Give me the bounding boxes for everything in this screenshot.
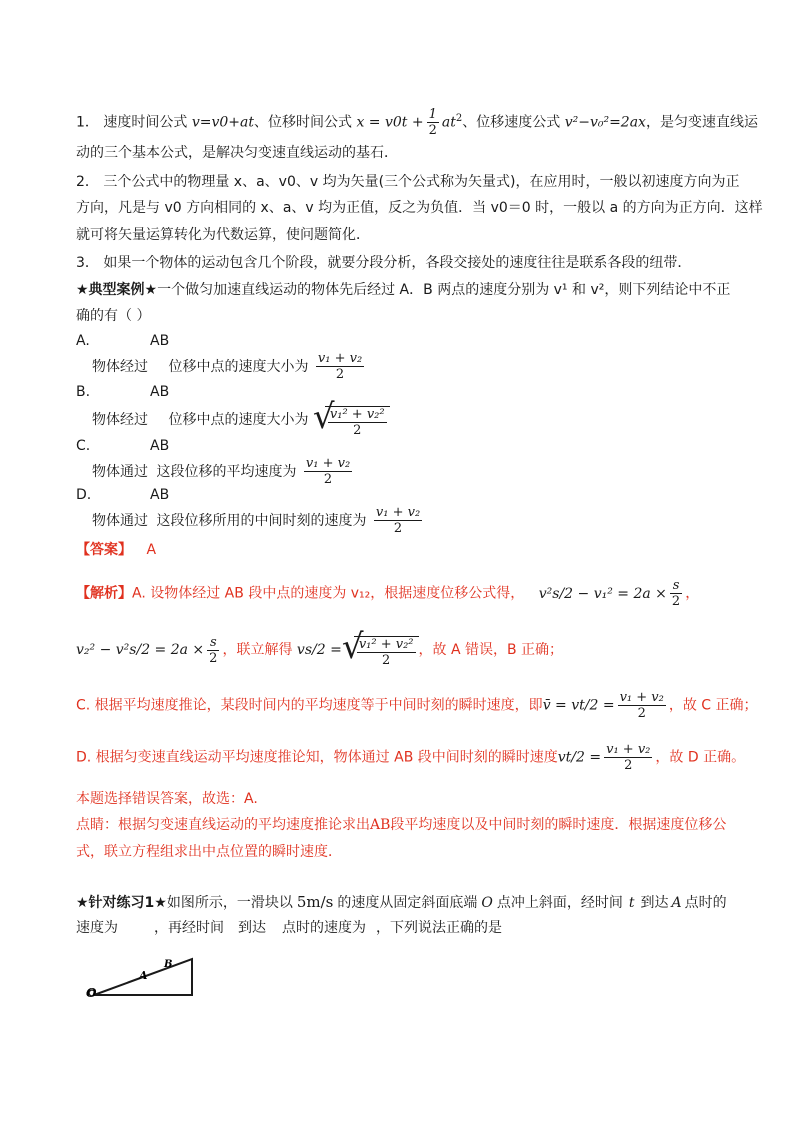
option-label: A. bbox=[76, 333, 90, 349]
figure-label-o: O bbox=[86, 986, 97, 1000]
practice-tag: ★针对练习1★ bbox=[76, 895, 167, 911]
paragraph-1-line-2: 动的三个基本公式，是解决匀变速直线运动的基石． bbox=[76, 145, 398, 161]
analysis-line-2: v₂² − v²s/2 = 2a × $\frac{s}{2}$ ，联立解得 vs/2 = √ $\frac{\text{v₁² + v₂²}}{2}$ ，故 A 错误，B 正确； bbox=[76, 627, 564, 668]
text: ，是匀变速直线运 bbox=[645, 114, 758, 131]
paragraph-2-line-1: 2． 三个公式中的物理量 x、a、v0、v 均为矢量(三个公式称为矢量式)，在应用时，一般以初速度方向为正 bbox=[76, 174, 740, 190]
formula-velocity-displacement: v²−v₀²=2ax bbox=[564, 114, 646, 131]
formula-displacement-time-end: at bbox=[441, 114, 456, 131]
option-text: 物体经过 位移中点的速度大小为 $\frac{\text{v₁ + v₂}}{2}$ bbox=[92, 351, 363, 382]
paragraph-3-line-1: 3． 如果一个物体的运动包含几个阶段，就要分段分析，各段交接处的速度往往是联系各段的纽带． bbox=[76, 255, 692, 271]
example-tag: ★典型案例★ bbox=[76, 282, 158, 298]
paragraph-1-line-1: 1． 速度时间公式 v=v0+at、位移时间公式 x = v0t + $\frac{1}{2}$ $at^2$、位移速度公式 v²−v₀²=2ax，是匀变速直线运 bbox=[76, 107, 758, 138]
example-line-1 bbox=[76, 280, 730, 300]
text: 、位移时间公式 bbox=[253, 114, 357, 131]
option-text: 物体通过 这段位移所用的中间时刻的速度为 $\frac{\text{v₁ + v₂}}{2}$ bbox=[92, 505, 421, 536]
formula-displacement-time: x = v0t + bbox=[356, 114, 424, 131]
option-label: C. bbox=[76, 438, 91, 454]
analysis-line-6: 点睛：根据匀变速直线运动的平均速度推论求出AB段平均速度以及中间时刻的瞬时速度．根据速度位移公 bbox=[76, 817, 727, 833]
fraction-half: $\frac{1}{2}$ bbox=[428, 107, 437, 138]
answer-value: A bbox=[146, 542, 157, 558]
answer-label: 【答案】 bbox=[76, 542, 132, 558]
option-label: B. bbox=[76, 384, 91, 400]
option-ab: AB bbox=[150, 384, 170, 400]
example-line-2: 确的有（ ） bbox=[76, 308, 151, 324]
option-text: 物体经过 位移中点的速度大小为 √ $\frac{\text{v₁² + v₂²}}{2}$ bbox=[76, 402, 390, 438]
option-text: 物体通过 这段位移的平均速度为 $\frac{\text{v₁ + v₂}}{2}$ bbox=[92, 456, 351, 487]
figure-label-a: A bbox=[139, 969, 148, 982]
text: 、位移速度公式 bbox=[462, 114, 565, 131]
figure-label-b: B bbox=[164, 959, 173, 970]
analysis-line-3: C. 根据平均速度推论，某段时间内的平均速度等于中间时刻的瞬时速度，即v̄ = vt/2 = $\frac{\text{v₁ + v₂}}{2}$ ，故 C 正确； bbox=[76, 690, 758, 721]
formula-velocity-time: v=v0+at bbox=[191, 114, 254, 131]
analysis-line-5: 本题选择错误答案，故选：A. bbox=[76, 791, 258, 807]
option-ab: AB bbox=[150, 487, 170, 503]
analysis-line-1: 【解析】A. 设物体经过 AB 段中点的速度为 v₁₂，根据速度位移公式得， v²s/2 − v₁² = 2a × $\frac{s}{2}$ ， bbox=[76, 578, 700, 609]
answer-line bbox=[76, 540, 156, 560]
example-question: 一个做匀加速直线运动的物体先后经过 A．B 两点的速度分别为 v¹ 和 v²，则下列结论中不正 bbox=[157, 282, 731, 298]
paragraph-2-line-3: 就可将矢量运算转化为代数运算，使问题简化． bbox=[76, 227, 370, 243]
option-ab: AB bbox=[150, 333, 170, 349]
paragraph-2-line-2: 方向，凡是与 v0 方向相同的 x、a、v 均为正值，反之为负值．当 v0＝0 时，一般以 a 的方向为正方向．这样 bbox=[76, 200, 763, 216]
option-label: D. bbox=[76, 487, 92, 503]
practice-line-2: 速度为 ，再经时间 到达 点时的速度为 ，下列说法正确的是 bbox=[76, 920, 502, 936]
text: 1． 速度时间公式 bbox=[76, 114, 192, 131]
option-ab: AB bbox=[150, 438, 170, 454]
analysis-line-7: 式，联立方程组求出中点位置的瞬时速度． bbox=[76, 844, 342, 860]
analysis-label: 【解析】 bbox=[76, 585, 132, 602]
practice-line-1: ★针对练习1★如图所示，一滑块以 5m/s 的速度从固定斜面底端 O 点冲上斜面，经时间 t 到达 A 点时的 bbox=[76, 893, 727, 911]
analysis-line-4: D. 根据匀变速直线运动平均速度推论知，物体通过 AB 段中间时刻的瞬时速度vt/2 = $\frac{\text{v₁ + v₂}}{2}$ ，故 D 正确。 bbox=[76, 742, 746, 773]
incline-figure bbox=[84, 955, 204, 1003]
